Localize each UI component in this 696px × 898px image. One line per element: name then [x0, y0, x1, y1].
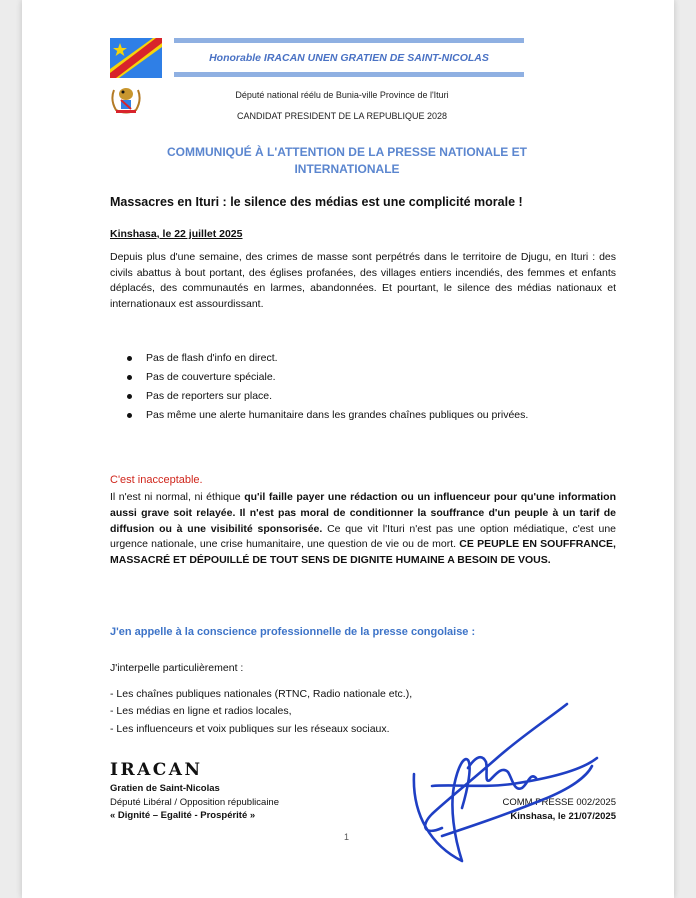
- bullet-item: Pas de flash d'info en direct.: [124, 350, 594, 366]
- signatory-motto: « Dignité – Egalité - Prospérité »: [110, 810, 256, 821]
- interpelle-intro: J'interpelle particulièrement :: [110, 662, 244, 674]
- bullet-item: Pas de couverture spéciale.: [124, 369, 594, 385]
- dateline: Kinshasa, le 22 juillet 2025: [110, 228, 243, 240]
- signatory-role: Député Libéral / Opposition républicaine: [110, 797, 279, 808]
- bullet-dot: [127, 394, 132, 399]
- communique-title-line1: COMMUNIQUÉ À L'ATTENTION DE LA PRESSE NATIONALE ET: [167, 145, 527, 159]
- bullet-dot: [127, 413, 132, 418]
- header-band-bottom: [174, 72, 524, 77]
- appeal-heading: J'en appelle à la conscience professionnelle de la presse congolaise :: [110, 626, 476, 638]
- header-band-top: [174, 38, 524, 43]
- drc-flag-icon: [110, 38, 162, 78]
- reference-code: COMM PRESSE 002/2025: [502, 797, 616, 808]
- reference-date: Kinshasa, le 21/07/2025: [510, 811, 616, 822]
- document-page: [22, 0, 674, 898]
- handwritten-signature: [402, 696, 602, 871]
- header-candidate: CANDIDAT PRESIDENT DE LA REPUBLIQUE 2028: [236, 111, 448, 121]
- signatory-firstname: Gratien de Saint-Nicolas: [110, 783, 220, 794]
- page-number: 1: [344, 832, 350, 842]
- header-deputy: Député national réélu de Bunia-ville Province de l'Ituri: [235, 90, 449, 100]
- interpelle-item: - Les chaînes publiques nationales (RTNC, Radio nationale etc.),: [110, 687, 413, 700]
- coat-of-arms-icon: [108, 84, 144, 116]
- headline: Massacres en Ituri : le silence des médias est une complicité morale !: [110, 195, 523, 209]
- bullet-item: Pas de reporters sur place.: [124, 388, 594, 404]
- communique-title: [142, 144, 552, 178]
- body-paragraph: Il n'est ni normal, ni éthique qu'il faille payer une rédaction ou un influenceur pour qu'une information aussi grave soit relayée. Il n'est pas moral de conditionner la souffrance d'un peuple à un tarif de diffusion ou à une visibilité sponsorisée. Ce que vit l'Ituri n'est pas une option médiatique, c'est une urgence nationale, une crise humanitaire, une question de vie ou de mort. CE PEUPLE EN SOUFFRANCE, MASSACRÉ ET DÉPOUILLÉ DE TOUT SENS DE DIGNITE HUMAINE A BESOIN DE VOUS.: [110, 491, 616, 567]
- bullet-dot: [127, 356, 132, 361]
- signatory-name: IRACAN: [110, 760, 203, 780]
- interpelle-item: - Les médias en ligne et radios locales,: [110, 705, 292, 717]
- communique-title-line2: INTERNATIONALE: [294, 162, 400, 176]
- header-honorable: Honorable IRACAN UNEN GRATIEN DE SAINT-NICOLAS: [209, 52, 489, 64]
- bullet-item: Pas même une alerte humanitaire dans les grandes chaînes publiques ou privées.: [124, 407, 594, 423]
- inacceptable-heading: C'est inacceptable.: [110, 474, 203, 486]
- interpelle-item: - Les influenceurs et voix publiques sur les réseaux sociaux.: [110, 722, 390, 735]
- bullet-list: [124, 350, 594, 426]
- intro-paragraph: Depuis plus d'une semaine, des crimes de masse sont perpétrés dans le territoire de Djugu, en Ituri : des civils abattus à bout portant, des églises profanées, des villages entiers incendiés, des femmes et enfants déplacés, des communautés en larmes, abandonnées. Et pourtant, le silence des médias nationaux et internationaux est assourdissant.: [110, 251, 616, 310]
- bullet-dot: [127, 375, 132, 380]
